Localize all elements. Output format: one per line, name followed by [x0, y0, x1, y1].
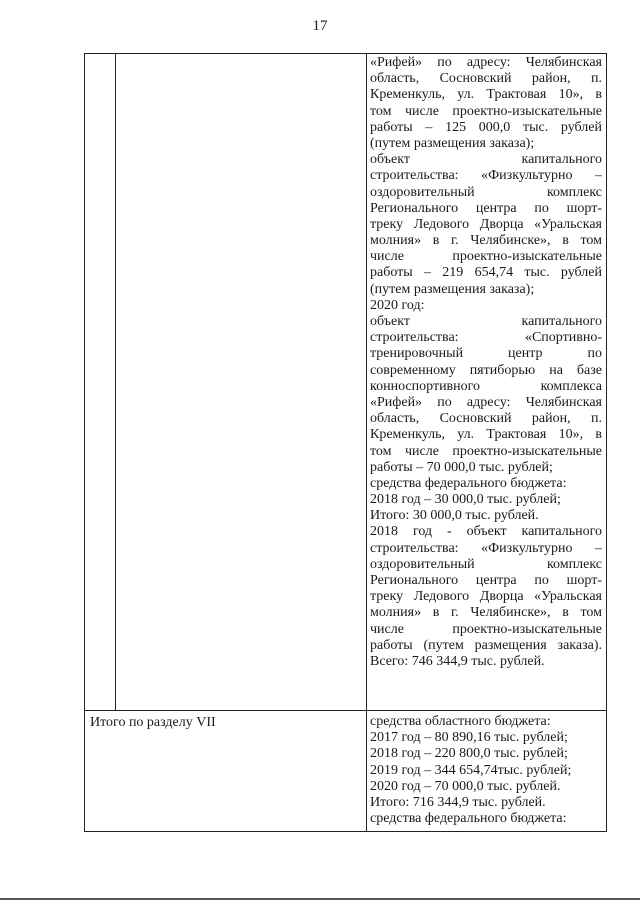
text-line: 2019 год – 344 654,74тыс. рублей; — [370, 762, 572, 778]
table-column-divider-2 — [366, 53, 367, 832]
text-line: треку Ледового Дворца «Уральская — [370, 589, 602, 605]
text-line: Регионального центра по шорт- — [370, 573, 602, 588]
text-line: «Рифей» по адресу: Челябинская — [370, 55, 602, 70]
text-line: объект капитального — [370, 314, 602, 329]
row2-right-cell — [370, 714, 602, 827]
text-line: «Рифей» по адресу: Челябинская — [370, 394, 602, 410]
page-bottom-edge — [0, 898, 640, 900]
text-line: тренировочный центр по — [370, 346, 602, 362]
text-line: строительства: «Спортивно- — [370, 330, 602, 346]
text-line: работы (путем размещения заказа). — [370, 637, 602, 653]
text-line: объект капитального — [370, 152, 602, 168]
text-line: Кременкуль, ул. Трактовая 10», в — [370, 427, 602, 443]
text-line: 2018 год – 30 000,0 тыс. рублей; — [370, 492, 561, 508]
text-line: 2018 год – 220 800,0 тыс. рублей; — [370, 746, 568, 762]
text-line: Итого: 716 344,9 тыс. рублей. — [370, 794, 546, 810]
text-line: молния» в г. Челябинске», в том — [370, 605, 602, 621]
text-line: Итого: 30 000,0 тыс. рублей. — [370, 508, 539, 524]
row1-right-cell — [370, 55, 602, 670]
text-line: 2020 год: — [370, 297, 425, 313]
text-line: средства федерального бюджета: — [370, 475, 567, 491]
table-row-divider — [84, 710, 607, 711]
text-line: 2018 год - объект капитального — [370, 524, 602, 540]
section-total-label: Итого по разделу VII — [90, 715, 216, 730]
text-line: молния» в г. Челябинске», в том — [370, 233, 602, 249]
text-line: оздоровительный комплекс — [370, 556, 602, 572]
text-line: работы – 219 654,74 тыс. рублей — [370, 265, 602, 281]
text-line: область, Сосновский район, п. — [370, 411, 602, 427]
page-number: 17 — [312, 18, 328, 34]
text-line: современному пятиборью на базе — [370, 362, 602, 378]
text-line: работы – 125 000,0 тыс. рублей — [370, 119, 602, 135]
text-line: (путем размещения заказа); — [370, 281, 535, 297]
table-border-top — [84, 53, 607, 54]
budget-table — [84, 53, 607, 832]
text-line: строительства: «Физкультурно – — [370, 540, 602, 556]
text-line: оздоровительный комплекс — [370, 184, 602, 200]
text-line: строительства: «Физкультурно – — [370, 168, 602, 184]
table-border-bottom — [84, 831, 607, 832]
text-line: треку Ледового Дворца «Уральская — [370, 216, 602, 232]
text-line: область, Сосновский район, п. — [370, 71, 602, 87]
text-line: том числе проектно-изыскательные — [370, 443, 602, 459]
text-line: числе проектно-изыскательные — [370, 621, 602, 637]
table-border-right — [606, 53, 607, 832]
text-line: Регионального центра по шорт- — [370, 200, 602, 216]
text-line: работы – 70 000,0 тыс. рублей; — [370, 459, 553, 475]
table-column-divider-1 — [115, 53, 116, 710]
table-border-left — [84, 53, 85, 832]
text-line: средства федерального бюджета: — [370, 811, 567, 827]
text-line: 2020 год – 70 000,0 тыс. рублей. — [370, 778, 561, 794]
text-line: конноспортивного комплекса — [370, 378, 602, 394]
text-line: Всего: 746 344,9 тыс. рублей. — [370, 653, 545, 669]
text-line: 2017 год – 80 890,16 тыс. рублей; — [370, 730, 568, 746]
text-line: (путем размещения заказа); — [370, 135, 535, 151]
text-line: числе проектно-изыскательные — [370, 249, 602, 265]
text-line: средства областного бюджета: — [370, 714, 551, 729]
text-line: Кременкуль, ул. Трактовая 10», в — [370, 87, 602, 103]
text-line: том числе проектно-изыскательные — [370, 103, 602, 119]
